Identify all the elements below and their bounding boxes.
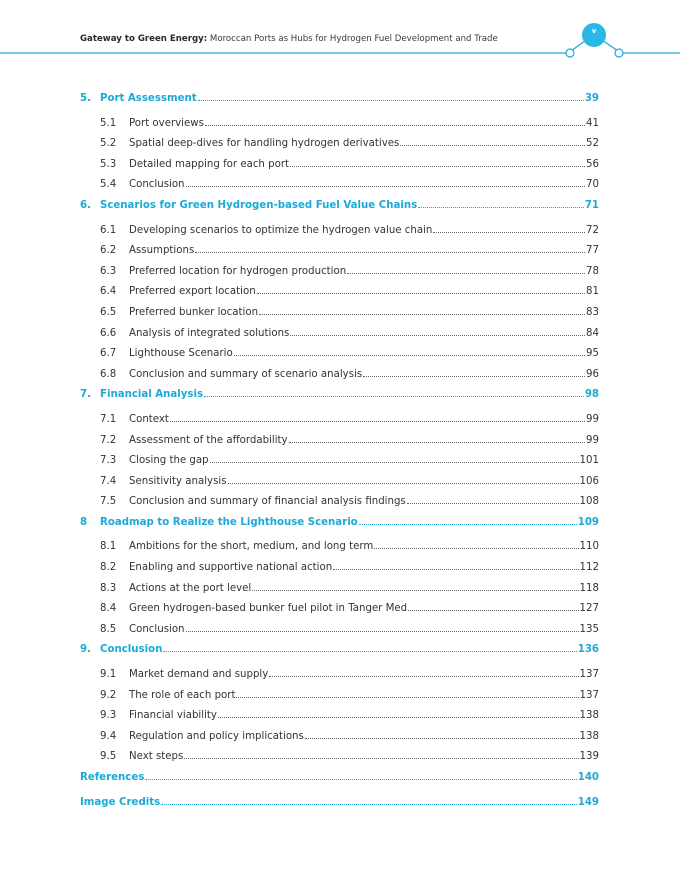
section-page: 99 <box>586 434 599 446</box>
toc-section-entry[interactable] <box>80 455 599 476</box>
section-page: 127 <box>579 603 599 615</box>
dot-leader <box>198 100 584 101</box>
dot-leader <box>205 125 585 126</box>
section-title: Context <box>129 413 169 425</box>
section-number: 5.3 <box>100 158 117 170</box>
section-number: 6.8 <box>100 368 117 380</box>
section-page: 99 <box>586 413 599 425</box>
chapter-title: Port Assessment <box>100 93 197 104</box>
section-title: Conclusion and summary of scenario analysis <box>129 368 363 380</box>
chapter-number: 9. <box>80 644 91 656</box>
toc-section-entry[interactable] <box>80 159 599 180</box>
toc-chapter-entry[interactable] <box>80 200 599 221</box>
section-number: 9.3 <box>100 710 117 722</box>
section-title: Conclusion and summary of financial analysis findings <box>129 496 406 508</box>
toc-chapter-entry[interactable] <box>80 797 599 818</box>
section-title: Preferred bunker location <box>129 306 259 318</box>
section-title: Analysis of integrated solutions <box>129 327 290 339</box>
chapter-page: 136 <box>577 644 599 656</box>
dot-leader <box>184 758 578 759</box>
toc-chapter-entry[interactable] <box>80 517 599 538</box>
toc-section-entry[interactable] <box>80 245 599 266</box>
toc-section-entry[interactable] <box>80 496 599 517</box>
toc-section-entry[interactable] <box>80 562 599 583</box>
dot-leader <box>269 676 578 677</box>
table-of-contents <box>80 93 599 817</box>
section-page: 106 <box>579 475 599 487</box>
toc-section-entry[interactable] <box>80 435 599 456</box>
chapter-title: Scenarios for Green Hydrogen-based Fuel Value Chains <box>100 199 418 211</box>
section-page: 138 <box>579 730 599 742</box>
dot-leader <box>374 548 578 549</box>
dot-leader <box>161 804 577 805</box>
section-number: 6.4 <box>100 286 117 298</box>
dot-leader <box>363 376 585 377</box>
section-number: 5.1 <box>100 117 117 129</box>
toc-chapter-entry[interactable] <box>80 644 599 665</box>
dot-leader <box>170 421 585 422</box>
chapter-page: 98 <box>584 389 599 401</box>
section-title: Market demand and supply <box>129 669 269 681</box>
section-page: 56 <box>586 158 599 170</box>
header-title-rest: Moroccan Ports as Hubs for Hydrogen Fuel Development and Trade <box>207 34 498 44</box>
section-title: Green hydrogen-based bunker fuel pilot in Tanger Med <box>129 603 408 615</box>
toc-section-entry[interactable] <box>80 541 599 562</box>
section-title: The role of each port <box>129 689 236 701</box>
toc-section-entry[interactable] <box>80 225 599 246</box>
section-page: 70 <box>586 179 599 191</box>
section-page: 138 <box>579 710 599 722</box>
section-number: 9.1 <box>100 669 117 681</box>
dot-leader <box>218 717 579 718</box>
toc-section-entry[interactable] <box>80 179 599 200</box>
section-page: 84 <box>586 327 599 339</box>
section-number: 9.5 <box>100 751 117 763</box>
section-page: 139 <box>579 751 599 763</box>
chapter-title: Image Credits <box>80 796 161 808</box>
section-title: Conclusion <box>129 623 185 635</box>
dot-leader <box>290 166 585 167</box>
section-title: Sensitivity analysis <box>129 475 227 487</box>
toc-section-entry[interactable] <box>80 307 599 328</box>
section-page: 95 <box>586 348 599 360</box>
section-page: 78 <box>586 265 599 277</box>
toc-section-entry[interactable] <box>80 690 599 711</box>
section-number: 8.1 <box>100 541 117 553</box>
section-title: Closing the gap <box>129 455 209 467</box>
section-number: 6.5 <box>100 306 117 318</box>
page-number: v <box>591 27 597 35</box>
toc-section-entry[interactable] <box>80 286 599 307</box>
section-title: Assumptions <box>129 245 195 257</box>
section-title: Ambitions for the short, medium, and long term <box>129 541 374 553</box>
dot-leader <box>259 314 585 315</box>
section-number: 6.6 <box>100 327 117 339</box>
chapter-title: Financial Analysis <box>100 389 204 401</box>
chapter-number: 6. <box>80 199 91 211</box>
toc-chapter-entry[interactable] <box>80 389 599 410</box>
toc-section-entry[interactable] <box>80 669 599 690</box>
section-title: Port overviews <box>129 117 204 129</box>
section-number: 7.4 <box>100 475 117 487</box>
section-number: 9.4 <box>100 730 117 742</box>
section-page: 96 <box>586 368 599 380</box>
section-page: 52 <box>586 138 599 150</box>
toc-section-entry[interactable] <box>80 138 599 159</box>
toc-section-entry[interactable] <box>80 710 599 731</box>
section-number: 9.2 <box>100 689 117 701</box>
toc-section-entry[interactable] <box>80 414 599 435</box>
section-title: Spatial deep-dives for handling hydrogen derivatives <box>129 138 400 150</box>
section-title: Detailed mapping for each port <box>129 158 290 170</box>
toc-section-entry[interactable] <box>80 476 599 497</box>
dot-leader <box>228 483 579 484</box>
toc-section-entry[interactable] <box>80 118 599 139</box>
section-number: 7.2 <box>100 434 117 446</box>
toc-section-entry[interactable] <box>80 583 599 604</box>
section-title: Next steps <box>129 751 184 763</box>
section-page: 77 <box>586 245 599 257</box>
section-title: Regulation and policy implications <box>129 730 304 742</box>
section-page: 101 <box>579 455 599 467</box>
toc-section-entry[interactable] <box>80 369 599 390</box>
section-page: 118 <box>579 582 599 594</box>
section-title: Financial viability <box>129 710 217 722</box>
toc-chapter-entry[interactable] <box>80 93 599 114</box>
dot-leader <box>186 631 579 632</box>
dot-leader <box>433 232 585 233</box>
section-number: 8.4 <box>100 603 117 615</box>
section-page: 72 <box>586 224 599 236</box>
chapter-page: 149 <box>577 796 599 808</box>
section-title: Preferred export location <box>129 286 256 298</box>
dot-leader <box>234 355 585 356</box>
chapter-title: Roadmap to Realize the Lighthouse Scenario <box>100 516 358 528</box>
chapter-number: 7. <box>80 389 91 401</box>
section-title: Actions at the port level <box>129 582 252 594</box>
section-title: Conclusion <box>129 179 185 191</box>
dot-leader <box>333 569 578 570</box>
dot-leader <box>418 207 584 208</box>
section-number: 8.2 <box>100 562 117 574</box>
chapter-page: 140 <box>577 772 599 783</box>
toc-section-entry[interactable] <box>80 624 599 645</box>
dot-leader <box>407 503 579 504</box>
dot-leader <box>347 273 585 274</box>
section-number: 6.1 <box>100 224 117 236</box>
section-number: 8.3 <box>100 582 117 594</box>
section-title: Preferred location for hydrogen production <box>129 265 347 277</box>
dot-leader <box>257 293 585 294</box>
section-number: 5.2 <box>100 138 117 150</box>
section-number: 7.3 <box>100 455 117 467</box>
toc-section-entry[interactable] <box>80 328 599 349</box>
dot-leader <box>210 462 579 463</box>
section-number: 6.3 <box>100 265 117 277</box>
chapter-page: 39 <box>584 93 599 104</box>
toc-section-entry[interactable] <box>80 348 599 369</box>
dot-leader <box>400 145 585 146</box>
section-page: 41 <box>586 117 599 129</box>
dot-leader <box>252 590 578 591</box>
chapter-page: 109 <box>577 516 599 528</box>
toc-section-entry[interactable] <box>80 603 599 624</box>
chapter-title: Conclusion <box>100 644 163 656</box>
section-number: 7.1 <box>100 413 117 425</box>
dot-leader <box>204 396 584 397</box>
dot-leader <box>290 335 585 336</box>
section-page: 83 <box>586 306 599 318</box>
toc-chapter-entry[interactable] <box>80 772 599 793</box>
running-header <box>80 34 498 44</box>
section-title: Assessment of the affordability <box>129 434 288 446</box>
section-number: 6.2 <box>100 245 117 257</box>
section-page: 137 <box>579 669 599 681</box>
chapter-number: 5. <box>80 93 91 104</box>
section-page: 137 <box>579 689 599 701</box>
section-number: 7.5 <box>100 496 117 508</box>
section-number: 6.7 <box>100 348 117 360</box>
section-page: 110 <box>579 541 599 553</box>
section-page: 108 <box>579 496 599 508</box>
dot-leader <box>145 779 576 780</box>
section-page: 81 <box>586 286 599 298</box>
section-number: 8.5 <box>100 623 117 635</box>
toc-section-entry[interactable] <box>80 751 599 772</box>
dot-leader <box>289 442 585 443</box>
dot-leader <box>186 186 586 187</box>
section-title: Developing scenarios to optimize the hydrogen value chain <box>129 224 433 236</box>
section-page: 135 <box>579 623 599 635</box>
header-title-bold: Gateway to Green Energy: <box>80 34 208 44</box>
dot-leader <box>408 610 578 611</box>
chapter-page: 71 <box>584 199 599 211</box>
dot-leader <box>236 697 578 698</box>
section-number: 5.4 <box>100 179 117 191</box>
section-title: Enabling and supportive national action <box>129 562 333 574</box>
section-page: 112 <box>579 562 599 574</box>
section-title: Lighthouse Scenario <box>129 348 233 360</box>
toc-section-entry[interactable] <box>80 731 599 752</box>
dot-leader <box>163 651 576 652</box>
dot-leader <box>195 252 585 253</box>
chapter-number: 8 <box>80 516 88 528</box>
toc-section-entry[interactable] <box>80 266 599 287</box>
dot-leader <box>305 738 579 739</box>
dot-leader <box>359 524 577 525</box>
chapter-title: References <box>80 772 145 783</box>
